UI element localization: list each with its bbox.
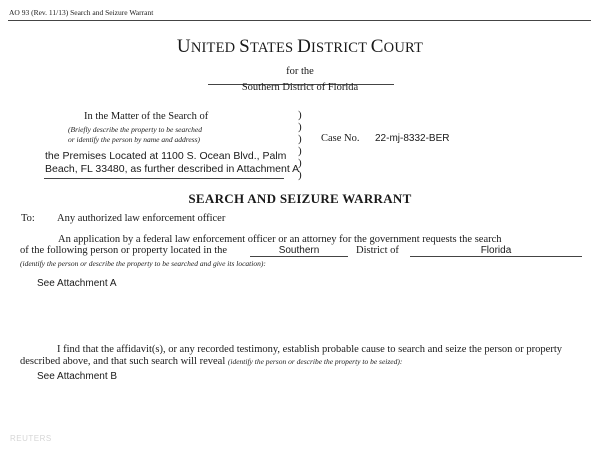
caption-bracket: ) (298, 109, 302, 121)
district-of-label: District of (356, 245, 399, 256)
court-title (0, 36, 600, 58)
caption-bracket: ) (298, 157, 302, 169)
court-title-letter: U (176, 36, 191, 57)
attachment-a-reference: See Attachment A (37, 278, 117, 289)
caption-bracket: ) (298, 121, 302, 133)
caption-bracket: ) (298, 133, 302, 145)
court-title-letter: S (239, 36, 250, 57)
court-title-part: OURT (383, 40, 424, 56)
to-recipient: Any authorized law enforcement officer (57, 213, 226, 224)
district-field-underline (250, 256, 348, 257)
court-title-part: TATES (249, 40, 298, 56)
state-field-value: Florida (480, 245, 512, 256)
finding-text-line2 (20, 356, 402, 367)
finding-text: described above, and that such search will reveal (20, 356, 228, 367)
court-title-letter: D (297, 36, 312, 57)
matter-underline (44, 178, 284, 179)
district-field-value: Southern (278, 245, 320, 256)
matter-heading: In the Matter of the Search of (84, 111, 209, 122)
warrant-title: SEARCH AND SEIZURE WARRANT (188, 191, 412, 206)
application-text-line1: An application by a federal law enforcement officer or an attorney for the government requests the search (58, 234, 502, 245)
identify-property-instruction: (identify the person or describe the property to be searched and give its location): (20, 259, 266, 268)
seize-instruction: (identify the person or describe the property to be seized): (227, 357, 403, 366)
court-title-part: ISTRICT (311, 40, 371, 56)
header-rule (8, 20, 591, 21)
application-text-line2: of the following person or property located in the (20, 245, 228, 256)
to-label: To: (21, 213, 35, 224)
premises-description-line2: Beach, FL 33480, as further described in Attachment A (45, 163, 300, 175)
court-title-letter: C (370, 36, 384, 57)
state-field-underline (410, 256, 582, 257)
caption-bracket: ) (298, 169, 302, 181)
for-the-label: for the (286, 66, 314, 77)
matter-instruction-line2: or identify the person by name and address) (68, 135, 200, 144)
case-number-label: Case No. (321, 133, 360, 144)
reuters-watermark: REUTERS (10, 434, 52, 443)
court-district: Southern District of Florida (241, 82, 359, 93)
court-title-part: NITED (190, 40, 240, 56)
form-identifier: AO 93 (Rev. 11/13) Search and Seizure Warrant (9, 8, 154, 17)
attachment-b-reference: See Attachment B (37, 371, 118, 382)
case-number: 22-mj-8332-BER (375, 133, 450, 144)
finding-text-line1: I find that the affidavit(s), or any recorded testimony, establish probable cause to search and seize the person or property (57, 344, 562, 355)
matter-instruction-line1: (Briefly describe the property to be searched (68, 125, 202, 134)
premises-description-line1: the Premises Located at 1100 S. Ocean Blvd., Palm (45, 150, 287, 162)
caption-bracket: ) (298, 145, 302, 157)
